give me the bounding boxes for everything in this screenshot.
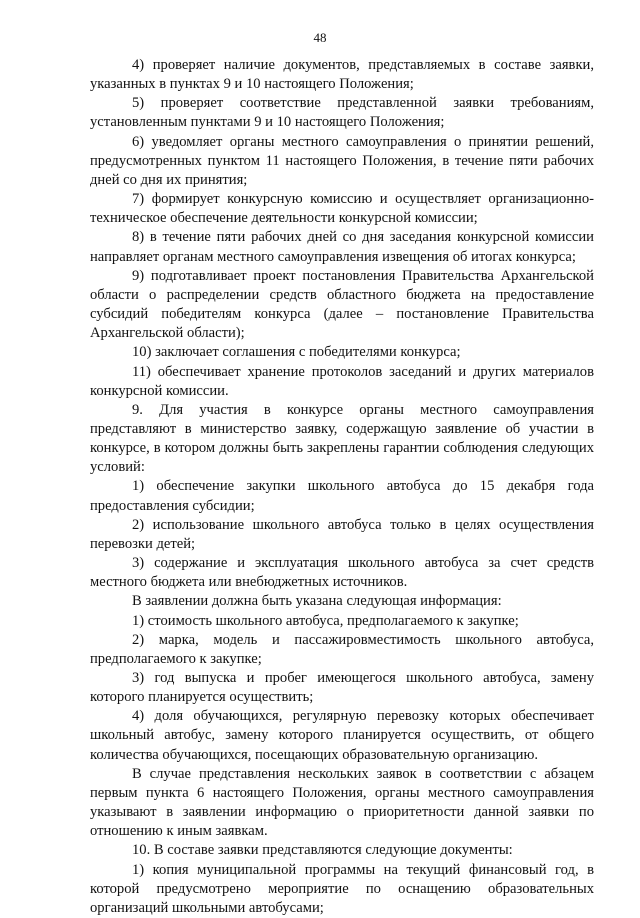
- paragraph: 2) марка, модель и пассажировместимость школьного автобуса, предполагаемого к закупке;: [90, 631, 594, 667]
- paragraph: 2) использование школьного автобуса только в целях осуществления перевозки детей;: [90, 516, 594, 552]
- paragraph: В заявлении должна быть указана следующая информация:: [132, 593, 502, 610]
- page-number: 48: [313, 30, 327, 45]
- paragraph: 5) проверяет соответствие представленной заявки требованиям, установленным пунктами 9 и 10 настоящего Положения;: [90, 95, 594, 131]
- paragraph: 7) формирует конкурсную комиссию и осуществляет организационно-техническое обеспечение деятельности конкурсной комиссии;: [90, 191, 594, 227]
- paragraph: 6) уведомляет органы местного самоуправления о принятии решений, предусмотренных пунктом 11 настоящего Положения, в течение пяти рабочих дней со дня их принятия;: [90, 133, 594, 188]
- paragraph: 4) проверяет наличие документов, представляемых в составе заявки, указанных в пунктах 9 и 10 настоящего Положения;: [90, 57, 594, 93]
- paragraph: 1) копия муниципальной программы на текущий финансовый год, в которой предусмотрено мероприятие по оснащению образовательных организаций школьными автобусами;: [90, 861, 594, 916]
- paragraph: 9. Для участия в конкурсе органы местного самоуправления представляют в министерство заявку, содержащую заявление об участии в конкурсе, в котором должны быть закреплены гарантии соблюдения следующих условий:: [90, 401, 594, 476]
- paragraph: 11) обеспечивает хранение протоколов заседаний и других материалов конкурсной комиссии.: [90, 363, 594, 399]
- paragraph: 3) год выпуска и пробег имеющегося школьного автобуса, замену которого планируется осуществить;: [90, 670, 594, 706]
- paragraph: 1) стоимость школьного автобуса, предполагаемого к закупке;: [132, 612, 519, 629]
- paragraph: 4) доля обучающихся, регулярную перевозку которых обеспечивает школьный автобус, замену которого планируется осуществить, от общего количества обучающихся, посещающих образовательную организацию.: [90, 708, 594, 763]
- paragraph: 10. В составе заявки представляются следующие документы:: [132, 842, 513, 859]
- paragraph: 8) в течение пяти рабочих дней со дня заседания конкурсной комиссии направляет органам местного самоуправления извещения об итогах конкурса;: [90, 229, 594, 265]
- paragraph: 1) обеспечение закупки школьного автобуса до 15 декабря года предоставления субсидии;: [90, 478, 594, 514]
- paragraph: 9) подготавливает проект постановления Правительства Архангельской области о распределении средств областного бюджета на предоставление субсидий победителям конкурса (далее – постановление Правительства Архангельской области);: [90, 267, 594, 342]
- paragraph: 3) содержание и эксплуатация школьного автобуса за счет средств местного бюджета или внебюджетных источников.: [90, 555, 594, 591]
- paragraph: В случае представления нескольких заявок в соответствии с абзацем первым пункта 6 настоящего Положения, органы местного самоуправления указывают в заявлении информацию о приоритетности данной заявки по отношению к иным заявкам.: [90, 765, 594, 840]
- body-text: [90, 56, 594, 918]
- paragraph: 10) заключает соглашения с победителями конкурса;: [132, 344, 461, 361]
